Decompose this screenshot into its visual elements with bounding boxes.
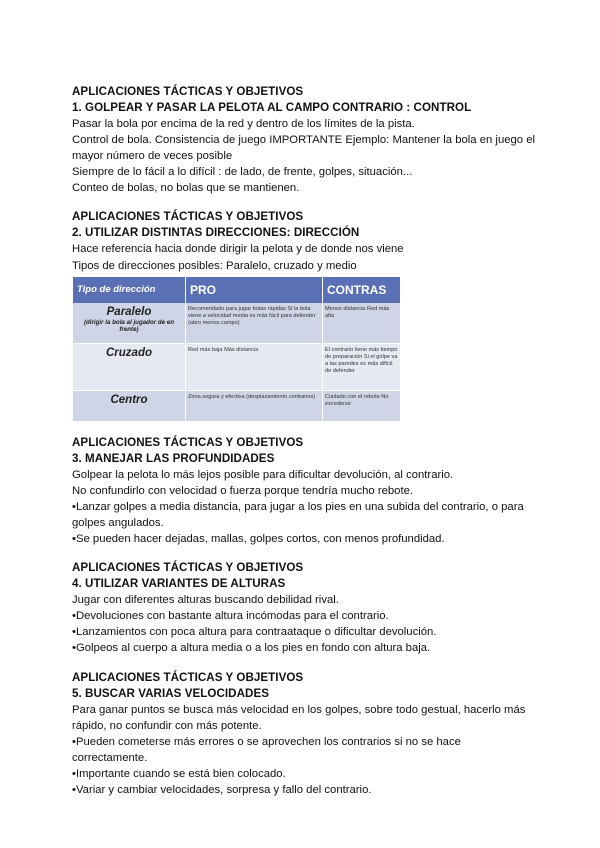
- section-subtitle: 3. MANEJAR LAS PROFUNDIDADES: [72, 451, 275, 465]
- type-cell: [73, 343, 186, 390]
- paragraph-line: Control de bola. Consistencia de juego IMPORTANTE Ejemplo: Mantener la bola en juego el: [72, 134, 536, 147]
- table-header-row: [73, 277, 401, 303]
- section-alturas: [72, 560, 542, 656]
- type-cell: [73, 303, 186, 344]
- bullet-item: • Lanzamientos con poca altura para contraataque o dificultar devolución.: [72, 624, 542, 640]
- paragraph-line: Pasar la bola por encima de la red y dentro de los límites de la pista.: [72, 118, 415, 130]
- table-row: [73, 303, 401, 344]
- direction-table: [73, 277, 401, 422]
- paragraph-line: Hace referencia hacia donde dirigir la pelota y de donde nos viene: [72, 243, 404, 256]
- section-control: [72, 84, 542, 196]
- pro-cell: Red más baja Más distancia: [186, 343, 323, 390]
- section-title: APLICACIONES TÁCTICAS Y OBJETIVOS: [72, 561, 304, 575]
- table-header-pro: PRO: [186, 277, 323, 303]
- pro-cell: Zona segura y efectiva (desplazamiento contrarios): [186, 390, 323, 421]
- paragraph-line: Siempre de lo fácil a lo difícil : de lado, de frente, golpes, situación...: [72, 166, 413, 179]
- type-note: (dirigir la bola al jugador de en frente): [83, 318, 175, 334]
- type-cell: [73, 390, 186, 421]
- section-subtitle: 5. BUSCAR VARIAS VELOCIDADES: [72, 686, 270, 700]
- paragraph-line: Tipos de direcciones posibles: Paralelo, cruzado y medio: [72, 259, 357, 272]
- bullet-item: • Golpeos al cuerpo a altura media o a los pies en fondo con altura baja.: [72, 640, 542, 656]
- type-name: Centro: [110, 393, 148, 406]
- paragraph-line: mayor número de veces posible: [72, 150, 233, 163]
- bullet-item: • Lanzar golpes a media distancia, para jugar a los pies en una subida del contrario, o para: [72, 499, 542, 515]
- section-title: APLICACIONES TÁCTICAS Y OBJETIVOS: [72, 210, 304, 224]
- type-name: Paralelo: [106, 305, 152, 318]
- bullet-item: • Devoluciones con bastante altura incómodas para el contrario.: [72, 608, 542, 624]
- bullet-item: • Variar y cambiar velocidades, sorpresa y fallo del contrario.: [72, 782, 542, 798]
- contras-cell: Cuidado con el rebote No excederse: [323, 390, 401, 421]
- section-subtitle: 4. UTILIZAR VARIANTES DE ALTURAS: [72, 577, 286, 591]
- type-name: Cruzado: [106, 346, 152, 359]
- table-row: [73, 343, 401, 390]
- bullet-item: • Importante cuando se está bien colocado.: [72, 766, 542, 782]
- paragraph-line: Golpear la pelota lo más lejos posible para dificultar devolución, al contrario.: [72, 468, 454, 481]
- document-content: [72, 84, 542, 811]
- pro-cell: Recomendado para jugar bolas rápidas Si la bola viene a velocidad media es más fácil para defender (abro menos campo): [186, 303, 323, 344]
- section-title: APLICACIONES TÁCTICAS Y OBJETIVOS: [72, 670, 304, 684]
- section-profundidades: [72, 435, 542, 547]
- section-direccion: [72, 209, 542, 421]
- section-velocidades: [72, 670, 542, 799]
- paragraph-line: Conteo de bolas, no bolas que se mantienen.: [72, 182, 300, 195]
- section-subtitle: 2. UTILIZAR DISTINTAS DIRECCIONES: DIRECCIÓN: [72, 226, 360, 240]
- paragraph-line: Jugar con diferentes alturas buscando debilidad rival.: [72, 594, 339, 607]
- paragraph-line: No confundirlo con velocidad o fuerza porque tendría mucho rebote.: [72, 484, 414, 497]
- section-subtitle: 1. GOLPEAR Y PASAR LA PELOTA AL CAMPO CONTRARIO : CONTROL: [72, 101, 472, 114]
- bullet-continuation: correctamente.: [72, 751, 148, 764]
- table-header-type: Tipo de dirección: [73, 277, 186, 303]
- contras-cell: El contrario tiene más tiempo de preparación Si el golpe va a las paredes es más difícil de defender: [323, 343, 401, 390]
- bullet-item: • Se pueden hacer dejadas, mallas, golpes cortos, con menos profundidad.: [72, 531, 542, 547]
- bullet-item: • Pueden cometerse más errores o se aprovechen los contrarios si no se hace: [72, 734, 542, 750]
- table-row: [73, 390, 401, 421]
- bullet-continuation: golpes angulados.: [72, 516, 164, 529]
- section-title: APLICACIONES TÁCTICAS Y OBJETIVOS: [72, 435, 304, 449]
- paragraph-line: rápido, no confundir con más potente.: [72, 719, 262, 732]
- contras-cell: Menos distancia Red más alta: [323, 303, 401, 344]
- section-title: APLICACIONES TÁCTICAS Y OBJETIVOS: [72, 85, 304, 98]
- table-header-contras: CONTRAS: [323, 277, 401, 303]
- paragraph-line: Para ganar puntos se busca más velocidad en los golpes, sobre todo gestual, hacerlo más: [72, 703, 526, 716]
